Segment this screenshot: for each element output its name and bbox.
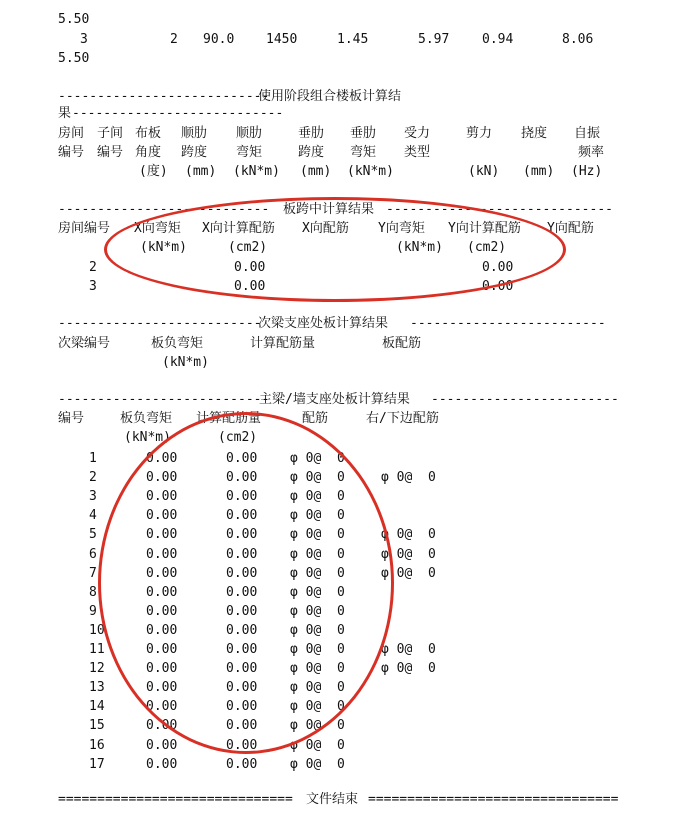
sec4-rebar: φ 0@ 0 [290,757,345,772]
sec4-row-id: 6 [89,547,97,562]
sec4-dashes-left: --------------------------- [58,392,270,407]
sec1-header2: 编号 [58,145,85,160]
sec4-moment: 0.00 [146,718,178,733]
sec4-rebar: φ 0@ 0 [290,451,345,466]
sec4-steel-area: 0.00 [226,489,258,504]
sec1-unit: (Hz) [571,164,603,179]
sec4-rebar: φ 0@ 0 [290,508,345,523]
sec4-rebar: φ 0@ 0 [290,661,345,676]
sec2-header: X向计算配筋 [202,221,275,236]
sec4-moment: 0.00 [146,642,178,657]
sec4-steel-area: 0.00 [226,661,258,676]
sec4-row-id: 16 [89,738,105,753]
sec2-x-as: 0.00 [234,279,266,294]
sec4-rebar: φ 0@ 0 [290,489,345,504]
sec3-header: 次梁编号 [58,336,111,351]
sec4-row-id: 13 [89,680,105,695]
sec4-steel-area: 0.00 [226,623,258,638]
sec4-header: 编号 [58,411,85,426]
sec4-moment: 0.00 [146,680,178,695]
sec4-row-id: 9 [89,604,97,619]
sec4-header: 板负弯矩 [120,411,173,426]
sec2-room-id: 3 [89,279,97,294]
sec4-moment: 0.00 [146,585,178,600]
sec1-unit: (mm) [185,164,217,179]
sec2-y-as: 0.00 [482,260,514,275]
sec4-row-id: 5 [89,527,97,542]
sec4-steel-area: 0.00 [226,757,258,772]
sec4-header: 计算配筋量 [196,411,262,426]
top-cell: 1.45 [337,32,369,47]
sec4-title: 主梁/墙支座处板计算结果 [259,392,410,407]
sec4-moment: 0.00 [146,738,178,753]
sec1-header2: 频率 [578,145,605,160]
sec4-moment: 0.00 [146,451,178,466]
sec1-header: 垂肋 [298,126,325,141]
footer-title: 文件结束 [306,792,359,807]
sec2-unit: (kN*m) [140,240,187,255]
sec4-steel-area: 0.00 [226,699,258,714]
sec4-moment: 0.00 [146,661,178,676]
sec2-header: X向弯矩 [134,221,181,236]
sec1-header2: 弯矩 [350,145,377,160]
sec4-rebar: φ 0@ 0 [290,623,345,638]
sec4-dashes-right: ------------------------ [431,392,619,407]
sec1-header2: 跨度 [298,145,325,160]
sec1-header: 受力 [404,126,431,141]
sec1-unit: (kN) [468,164,500,179]
sec4-moment: 0.00 [146,757,178,772]
sec2-y-as: 0.00 [482,279,514,294]
sec4-rebar: φ 0@ 0 [290,566,345,581]
sec1-dashes: --------------------------- [58,89,270,104]
top-cell: 1450 [266,32,298,47]
top-cell: 0.94 [482,32,514,47]
sec2-dashes-right: ----------------------------- [386,202,613,217]
sec1-header: 顺肋 [181,126,208,141]
sec4-rebar: φ 0@ 0 [290,470,345,485]
top-cell: 90.0 [203,32,235,47]
sec4-row-id: 12 [89,661,105,676]
top-cell: 5.97 [418,32,450,47]
sec1-unit: (mm) [523,164,555,179]
sec4-steel-area: 0.00 [226,718,258,733]
sec4-steel-area: 0.00 [226,470,258,485]
sec3-dashes-right: ------------------------- [410,316,606,331]
sec4-steel-area: 0.00 [226,547,258,562]
sec1-header: 垂肋 [350,126,377,141]
sec4-row-id: 8 [89,585,97,600]
sec4-unit: (kN*m) [124,430,171,445]
sec4-row-id: 11 [89,642,105,657]
sec4-rebar: φ 0@ 0 [290,699,345,714]
sec1-header: 挠度 [521,126,548,141]
sec4-rebar: φ 0@ 0 [290,680,345,695]
sec4-row-id: 14 [89,699,105,714]
sec1-header2: 编号 [97,145,124,160]
sec2-unit: (cm2) [467,240,507,255]
sec4-rebar: φ 0@ 0 [290,585,345,600]
sec3-header: 板配筋 [382,336,422,351]
sec4-steel-area: 0.00 [226,604,258,619]
sec4-row-id: 15 [89,718,105,733]
sec4-row-id: 4 [89,508,97,523]
sec4-steel-area: 0.00 [226,451,258,466]
sec4-steel-area: 0.00 [226,585,258,600]
sec4-row-id: 17 [89,757,105,772]
sec2-x-as: 0.00 [234,260,266,275]
sec1-title: 使用阶段组合楼板计算结 [258,89,402,104]
sec1-header: 剪力 [466,126,493,141]
top-cell: 8.06 [562,32,594,47]
sec4-right-rebar: φ 0@ 0 [381,470,436,485]
sec2-dashes-left: --------------------------- [58,202,270,217]
sec1-unit: (度) [139,164,168,179]
sec4-row-id: 3 [89,489,97,504]
footer-eq-left: ============================== [58,792,293,807]
sec1-dashes-2: --------------------------- [72,106,284,121]
sec2-header: 房间编号 [58,221,111,236]
sec3-header: 计算配筋量 [250,336,316,351]
sec2-header: Y向计算配筋 [448,221,521,236]
sec2-title: 板跨中计算结果 [283,202,375,217]
sec3-title: 次梁支座处板计算结果 [258,316,389,331]
sec1-unit: (mm) [300,164,332,179]
sec1-header: 子间 [97,126,124,141]
sec1-header2: 类型 [404,145,431,160]
footer-eq-right: ================================ [368,792,619,807]
sec4-moment: 0.00 [146,470,178,485]
sec4-moment: 0.00 [146,508,178,523]
sec1-header2: 弯矩 [236,145,263,160]
sec4-moment: 0.00 [146,604,178,619]
sec1-header: 顺肋 [236,126,263,141]
sec2-unit: (cm2) [228,240,268,255]
top-cell: 3 [80,32,88,47]
sec2-header: X向配筋 [302,221,349,236]
sec1-unit: (kN*m) [347,164,394,179]
sec4-right-rebar: φ 0@ 0 [381,566,436,581]
sec4-steel-area: 0.00 [226,738,258,753]
sec4-rebar: φ 0@ 0 [290,738,345,753]
sec4-row-id: 2 [89,470,97,485]
sec2-room-id: 2 [89,260,97,275]
sec3-unit: (kN*m) [162,355,209,370]
sec2-unit: (kN*m) [396,240,443,255]
sec4-steel-area: 0.00 [226,527,258,542]
sec1-header: 房间 [58,126,85,141]
sec4-rebar: φ 0@ 0 [290,527,345,542]
sec4-moment: 0.00 [146,699,178,714]
sec1-header: 自振 [574,126,601,141]
sec4-moment: 0.00 [146,547,178,562]
sec4-moment: 0.00 [146,566,178,581]
sec1-header2: 角度 [135,145,162,160]
sec4-row-id: 10 [89,623,105,638]
sec3-dashes-left: -------------------------- [58,316,262,331]
sec1-title-tail: 果 [58,106,72,121]
sec4-header: 右/下边配筋 [366,411,439,426]
sec4-rebar: φ 0@ 0 [290,718,345,733]
sec4-right-rebar: φ 0@ 0 [381,547,436,562]
sec4-header: 配筋 [302,411,329,426]
sec4-moment: 0.00 [146,623,178,638]
top-line-3: 5.50 [58,51,90,66]
sec1-header2: 跨度 [181,145,208,160]
sec4-rebar: φ 0@ 0 [290,547,345,562]
sec1-unit: (kN*m) [233,164,280,179]
sec4-steel-area: 0.00 [226,680,258,695]
sec4-right-rebar: φ 0@ 0 [381,661,436,676]
sec4-moment: 0.00 [146,527,178,542]
sec4-row-id: 1 [89,451,97,466]
sec4-rebar: φ 0@ 0 [290,604,345,619]
sec4-moment: 0.00 [146,489,178,504]
sec4-steel-area: 0.00 [226,508,258,523]
sec4-unit: (cm2) [218,430,258,445]
sec4-right-rebar: φ 0@ 0 [381,527,436,542]
sec4-steel-area: 0.00 [226,566,258,581]
sec4-rebar: φ 0@ 0 [290,642,345,657]
top-line-1: 5.50 [58,12,90,27]
sec2-header: Y向配筋 [547,221,594,236]
sec2-header: Y向弯矩 [378,221,425,236]
sec4-steel-area: 0.00 [226,642,258,657]
sec3-header: 板负弯矩 [151,336,204,351]
sec1-header: 布板 [135,126,162,141]
sec4-row-id: 7 [89,566,97,581]
top-cell: 2 [170,32,178,47]
sec4-right-rebar: φ 0@ 0 [381,642,436,657]
